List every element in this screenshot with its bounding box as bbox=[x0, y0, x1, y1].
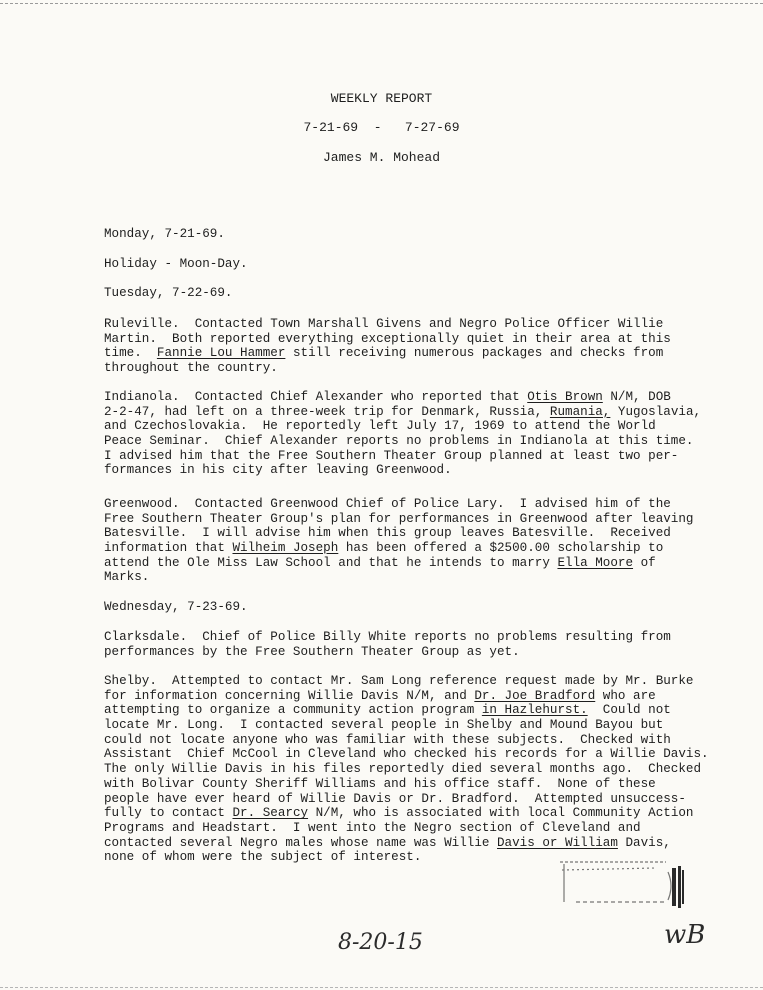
text-line: Assistant Chief McCool in Cleveland who checked his records for a Willie Davis. bbox=[104, 747, 709, 762]
text-line: Clarksdale. Chief of Police Billy White reports no problems resulting from bbox=[104, 630, 671, 644]
text-line: none of whom were the subject of interest. bbox=[104, 850, 422, 865]
text-line: locate Mr. Long. I contacted several people in Shelby and Mound Bayou but bbox=[104, 718, 664, 733]
report-period: 7-21-69 - 7-27-69 bbox=[303, 120, 460, 135]
wednesday-heading bbox=[104, 600, 704, 615]
text-line: could not locate anyone who was familiar with these subjects. Checked with bbox=[104, 732, 671, 747]
scan-edge-top bbox=[0, 3, 763, 4]
text-line: time. Fannie Lou Hammer still receiving numerous packages and checks from bbox=[104, 346, 664, 361]
text-line: Marks. bbox=[104, 570, 150, 585]
text-line: contacted several Negro males whose name was Willie Davis or William Davis, bbox=[104, 835, 671, 850]
ruleville-paragraph bbox=[104, 317, 704, 376]
shelby-paragraph bbox=[104, 674, 709, 865]
indianola-paragraph bbox=[104, 390, 704, 478]
greenwood-paragraph bbox=[104, 497, 704, 585]
text-line: performances by the Free Southern Theater Group as yet. bbox=[104, 644, 520, 659]
underlined-name: in Hazlehurst. bbox=[481, 703, 588, 718]
handwritten-date: 8-20-15 bbox=[338, 930, 423, 955]
text-line: attend the Ole Miss Law School and that he intends to marry Ella Moore of bbox=[104, 555, 656, 570]
text-line: I advised him that the Free Southern Theater Group planned at least two per- bbox=[104, 448, 679, 463]
text-line: fully to contact Dr. Searcy N/M, who is associated with local Community Action bbox=[104, 806, 694, 821]
text-line: Holiday - Moon-Day. bbox=[104, 257, 248, 271]
text-line: Tuesday, 7-22-69. bbox=[104, 286, 233, 300]
text-line: formances in his city after leaving Greenwood. bbox=[104, 463, 452, 478]
underlined-name: Ella Moore bbox=[557, 555, 634, 570]
text-line: Ruleville. Contacted Town Marshall Givens and Negro Police Officer Willie bbox=[104, 317, 664, 331]
underlined-name: Otis Brown bbox=[527, 390, 603, 404]
report-title: WEEKLY REPORT bbox=[330, 91, 433, 106]
text-line: Peace Seminar. Chief Alexander reports no problems in Indianola at this time. bbox=[104, 434, 694, 449]
underlined-name: Rumania, bbox=[549, 404, 611, 419]
text-line: with Bolivar County Sheriff Williams and his office staff. None of these bbox=[104, 776, 656, 791]
text-line: and Czechoslovakia. He reportedly left July 17, 1969 to attend the World bbox=[104, 419, 656, 434]
text-line: Greenwood. Contacted Greenwood Chief of Police Lary. I advised him of the bbox=[104, 497, 671, 511]
holiday-line bbox=[104, 257, 704, 272]
monday-heading bbox=[104, 227, 704, 242]
text-line: The only Willie Davis in his files reportedly died several months ago. Checked bbox=[104, 762, 702, 777]
text-line: information that Wilheim Joseph has been offered a $2500.00 scholarship to bbox=[104, 541, 664, 556]
text-line: Programs and Headstart. I went into the Negro section of Cleveland and bbox=[104, 820, 641, 835]
text-line: Wednesday, 7-23-69. bbox=[104, 600, 248, 614]
text-line: Batesville. I will advise him when this group leaves Batesville. Received bbox=[104, 526, 671, 541]
handwritten-initials: wB bbox=[664, 920, 706, 950]
scan-edge-bottom bbox=[0, 987, 763, 988]
underlined-name: Dr. Searcy bbox=[232, 806, 309, 821]
tuesday-heading bbox=[104, 286, 704, 301]
text-line: for information concerning Willie Davis N/M, and Dr. Joe Bradford who are bbox=[104, 688, 656, 703]
text-line: Martin. Both reported everything exceptionally quiet in their area at this bbox=[104, 331, 671, 346]
text-line: Indianola. Contacted Chief Alexander who reported that Otis Brown N/M, DOB bbox=[104, 390, 671, 404]
text-line: Free Southern Theater Group's plan for performances in Greenwood after leaving bbox=[104, 511, 694, 526]
text-line: people have ever heard of Willie Davis or Dr. Bradford. Attempted unsuccess- bbox=[104, 791, 686, 806]
underlined-name: Wilheim Joseph bbox=[232, 541, 339, 556]
underlined-name: Fannie Lou Hammer bbox=[156, 346, 286, 361]
report-author: James M. Mohead bbox=[322, 150, 441, 165]
text-line: 2-2-47, had left on a three-week trip for Denmark, Russia, Rumania, Yugoslavia, bbox=[104, 404, 702, 419]
text-line: Shelby. Attempted to contact Mr. Sam Long reference request made by Mr. Burke bbox=[104, 674, 694, 688]
text-line: attempting to organize a community action program in Hazlehurst. Could not bbox=[104, 703, 671, 718]
received-stamp bbox=[556, 856, 686, 910]
underlined-name: Dr. Joe Bradford bbox=[474, 688, 596, 703]
text-line: Monday, 7-21-69. bbox=[104, 227, 225, 241]
text-line: throughout the country. bbox=[104, 361, 278, 376]
clarksdale-paragraph bbox=[104, 630, 704, 659]
underlined-name: Davis or William bbox=[497, 835, 618, 850]
